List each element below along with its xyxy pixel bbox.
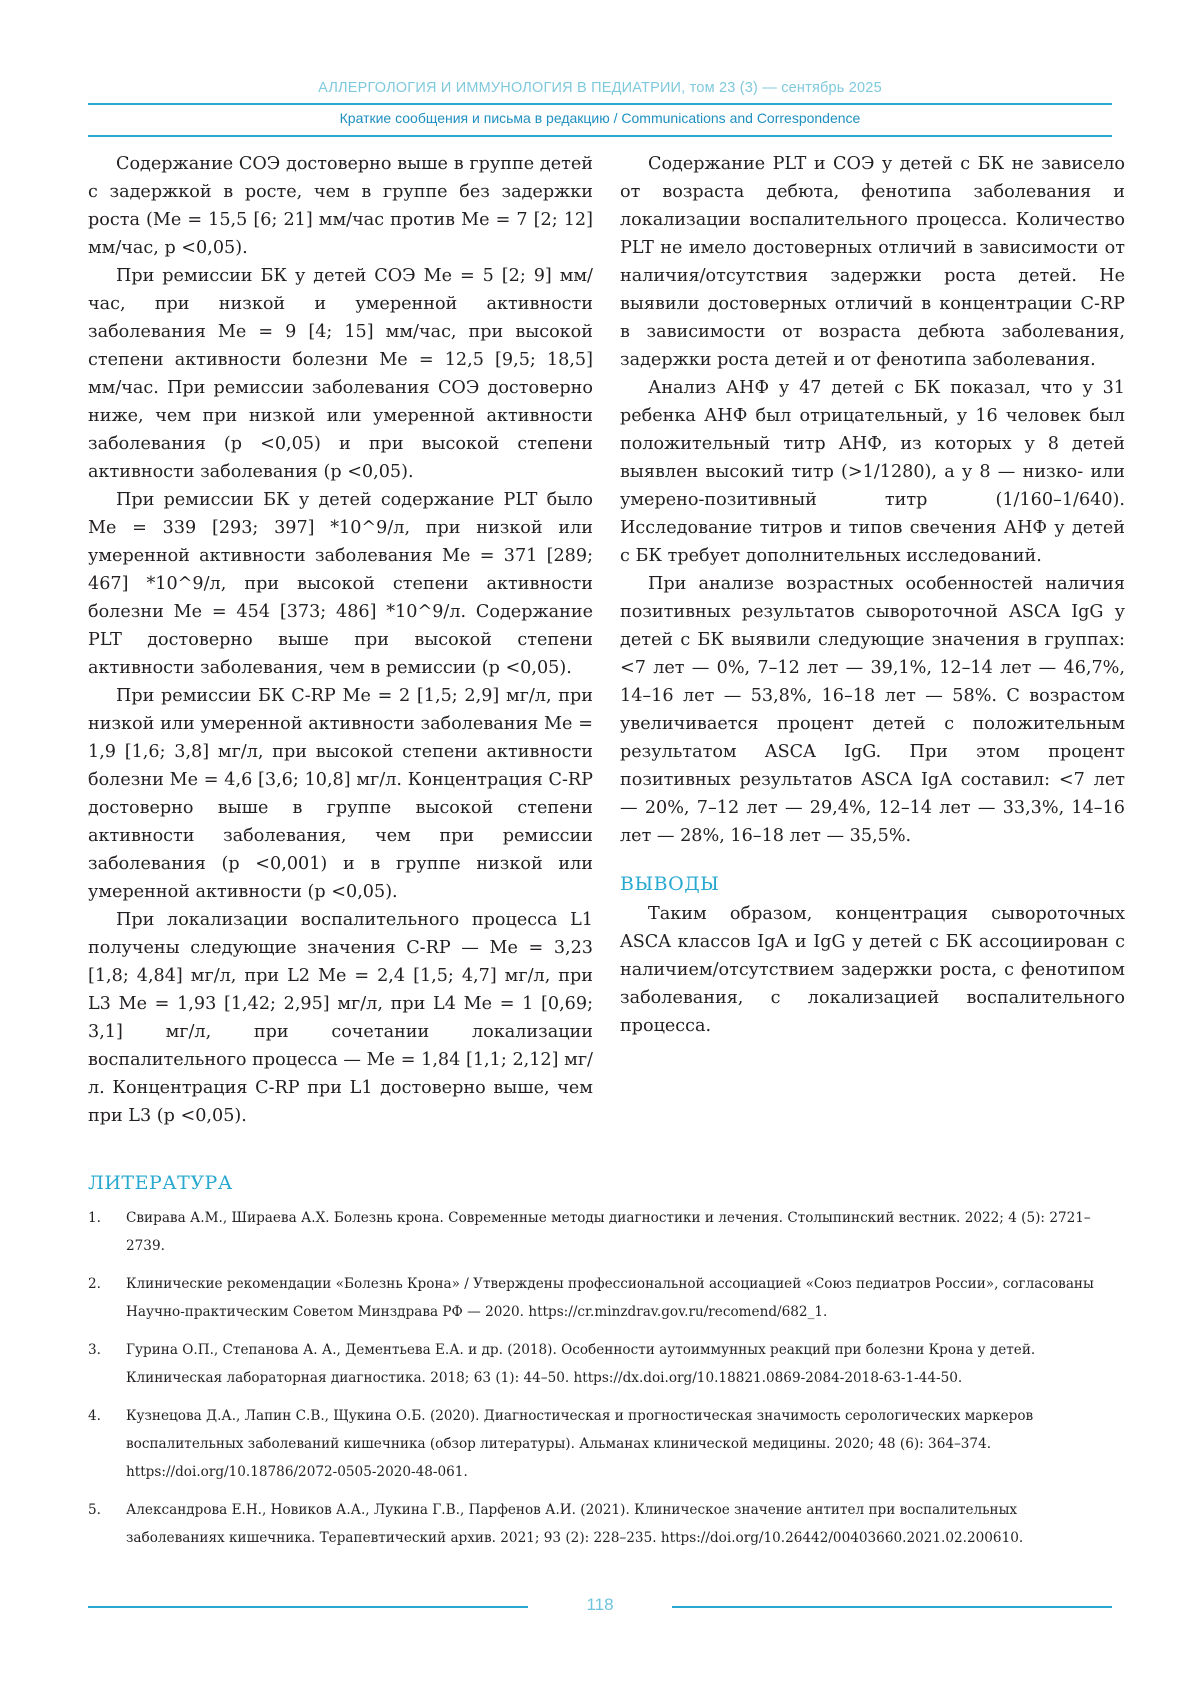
- reference-number: 3.: [88, 1342, 101, 1358]
- reference-number: 5.: [88, 1502, 101, 1518]
- reference-text: Клинические рекомендации «Болезнь Крона» / Утверждены профессиональной ассоциацией «Союз педиатров России», согласованы Научно-практическим Советом Минздрава РФ — 2020. https://cr.minzdrav.gov.ru/recomend/682_1.: [126, 1276, 1094, 1320]
- reference-item: [88, 1496, 1118, 1552]
- journal-header: АЛЛЕРГОЛОГИЯ И ИММУНОЛОГИЯ В ПЕДИАТРИИ, том 23 (3) — сентябрь 2025: [318, 80, 882, 96]
- paragraph: При анализе возрастных особенностей наличия позитивных результатов сывороточной ASCA IgG у детей с БК выявили следующие значения в группах: <7 лет — 0%, 7–12 лет — 39,1%, 12–14 лет — 46,7%, 14–16 лет — 53,8%, 16–18 лет — 58%. С возрастом увеличивается процент детей с положительным результатом ASCA IgG. При этом процент позитивных результатов ASCA IgA составил: <7 лет — 20%, 7–12 лет — 29,4%, 12–14 лет — 33,3%, 14–16 лет — 28%, 16–18 лет — 35,5%.: [620, 574, 1125, 846]
- conclusions-paragraph: Таким образом, концентрация сывороточных ASCA классов IgA и IgG у детей с БК ассоциирован с наличием/отсутствием задержки роста, с фенотипом заболевания, с локализацией воспалительного процесса.: [620, 904, 1125, 1036]
- reference-text: Александрова Е.Н., Новиков А.А., Лукина Г.В., Парфенов А.И. (2021). Клиническое значение антител при воспалительных заболеваниях кишечника. Терапевтический архив. 2021; 93 (2): 228–235. https://doi.org/10.26442/00403660.2021.02.200610.: [126, 1502, 1024, 1546]
- paragraph: При ремиссии БК у детей СОЭ Me = 5 [2; 9] мм/час, при низкой и умеренной активности заболевания Me = 9 [4; 15] мм/час, при высокой степени активности болезни Me = 12,5 [9,5; 18,5] мм/час. При ремиссии заболевания СОЭ достоверно ниже, чем при низкой или умеренной активности заболевания (p <0,05) и при высокой степени активности заболевания (p <0,05).: [88, 266, 593, 482]
- reference-item: [88, 1204, 1118, 1260]
- reference-text: Свирава А.М., Шираева А.Х. Болезнь крона. Современные методы диагностики и лечения. Столыпинский вестник. 2022; 4 (5): 2721–2739.: [126, 1210, 1091, 1254]
- page-footer: [0, 1595, 1200, 1619]
- references-section: [88, 1172, 1118, 1562]
- header-rule-top: [88, 103, 1112, 105]
- reference-number: 1.: [88, 1210, 101, 1226]
- footer-rule-right: [672, 1606, 1112, 1608]
- footer-rule-left: [88, 1606, 528, 1608]
- reference-number: 2.: [88, 1276, 101, 1292]
- reference-item: [88, 1336, 1118, 1392]
- paragraph: При локализации воспалительного процесса L1 получены следующие значения C-RP — Me = 3,23 [1,8; 4,84] мг/л, при L2 Me = 2,4 [1,5; 4,7] мг/л, при L3 Me = 1,93 [1,42; 2,95] мг/л, при L4 Me = 1 [0,69; 3,1] мг/л, при сочетании локализации воспалительного процесса — Me = 1,84 [1,1; 2,12] мг/л. Концентрация C-RP при L1 достоверно выше, чем при L3 (p <0,05).: [88, 910, 593, 1126]
- references-heading: ЛИТЕРАТУРА: [88, 1172, 233, 1194]
- reference-item: [88, 1270, 1118, 1326]
- reference-item: [88, 1402, 1118, 1486]
- paragraph: При ремиссии БК C-RP Me = 2 [1,5; 2,9] мг/л, при низкой или умеренной активности заболевания Me = 1,9 [1,6; 3,8] мг/л, при высокой степени активности болезни Me = 4,6 [3,6; 10,8] мг/л. Концентрация C-RP достоверно выше в группе высокой степени активности заболевания, чем при ремиссии заболевания (p <0,001) и в группе низкой или умеренной активности (p <0,05).: [88, 686, 593, 902]
- header-rule-bottom: [88, 135, 1112, 137]
- conclusions-heading: ВЫВОДЫ: [620, 873, 720, 895]
- reference-number: 4.: [88, 1408, 101, 1424]
- right-column: [620, 150, 1125, 1040]
- paragraph: Анализ АНФ у 47 детей с БК показал, что у 31 ребенка АНФ был отрицательный, у 16 человек был положительный титр АНФ, из которых у 8 детей выявлен высокий титр (>1/1280), а у 8 — низко- или умерено-позитивный титр (1/160–1/640). Исследование титров и типов свечения АНФ у детей с БК требует дополнительных исследований.: [620, 378, 1125, 566]
- reference-text: Гурина О.П., Степанова А. А., Дементьева Е.А. и др. (2018). Особенности аутоиммунных реакций при болезни Крона у детей. Клиническая лабораторная диагностика. 2018; 63 (1): 44–50. https://dx.doi.org/10.18821.0869-2084-2018-63-1-44-50.: [126, 1342, 1036, 1386]
- paragraph: Содержание СОЭ достоверно выше в группе детей с задержкой в росте, чем в группе без задержки роста (Me = 15,5 [6; 21] мм/час против Me = 7 [2; 12] мм/час, p <0,05).: [88, 154, 593, 258]
- reference-text: Кузнецова Д.А., Лапин С.В., Щукина О.Б. (2020). Диагностическая и прогностическая значимость серологических маркеров воспалительных заболеваний кишечника (обзор литературы). Альманах клинической медицины. 2020; 48 (6): 364–374. https://doi.org/10.18786/2072-0505-2020-48-061.: [126, 1408, 1034, 1480]
- page-number: 118: [586, 1595, 614, 1614]
- paragraph: При ремиссии БК у детей содержание PLT было Me = 339 [293; 397] *10^9/л, при низкой или умеренной активности заболевания Me = 371 [289; 467] *10^9/л, при высокой степени активности болезни Me = 454 [373; 486] *10^9/л. Содержание PLT достоверно выше при высокой степени активности заболевания, чем в ремиссии (p <0,05).: [88, 490, 593, 678]
- paragraph: Содержание PLT и СОЭ у детей с БК не зависело от возраста дебюта, фенотипа заболевания и локализации воспалительного процесса. Количество PLT не имело достоверных отличий в зависимости от наличия/отсутствия задержки роста детей. Не выявили достоверных отличий в концентрации C-RP в зависимости от возраста дебюта заболевания, задержки роста детей и от фенотипа заболевания.: [620, 154, 1125, 370]
- section-header: Краткие сообщения и письма в редакцию / Communications and Correspondence: [339, 110, 861, 126]
- left-column: [88, 150, 593, 1130]
